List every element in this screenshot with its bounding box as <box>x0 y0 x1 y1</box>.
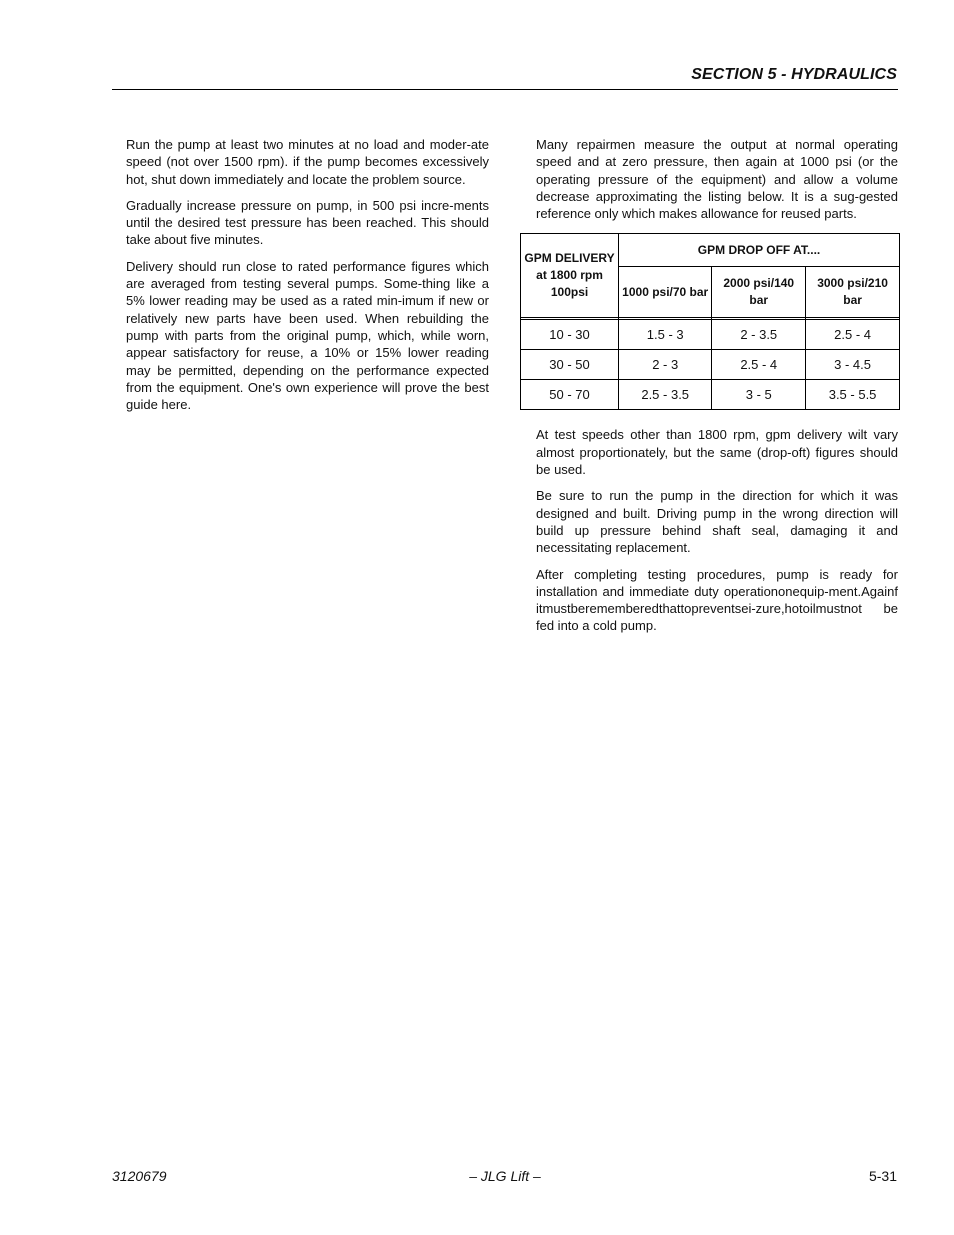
table-cell: 2 - 3 <box>619 350 712 380</box>
header-3000psi: 3000 psi/210 bar <box>806 267 900 318</box>
table-cell: 30 - 50 <box>521 350 619 380</box>
paragraph: Be sure to run the pump in the direction for which it was designed and built. Driving pump in the wrong direction will build up pressure behind shaft seal, damaging it and necessitating replacement. <box>536 488 898 556</box>
paragraph: Many repairmen measure the output at normal operating speed and at zero pressure, then again at 1000 psi (or the operating pressure of the equipment) and allow a volume decrease approximating the listing below. It is a sug-gested reference only which makes allowance for reused parts. <box>536 137 898 222</box>
header-gpm-delivery: GPM DELIVERY at 1800 rpm 100psi <box>521 234 619 318</box>
section-title: SECTION 5 - HYDRAULICS <box>691 66 897 83</box>
table-row <box>521 320 900 350</box>
left-column <box>126 136 489 422</box>
header-divider <box>112 89 898 90</box>
footer-page-number: 5-31 <box>868 1168 897 1184</box>
paragraph: Gradually increase pressure on pump, in 500 psi incre-ments until the desired test pressure has been reached. This should take about five minutes. <box>126 197 489 248</box>
gpm-drop-off-table <box>520 233 900 410</box>
table-cell: 2 - 3.5 <box>712 320 806 350</box>
footer-doc-number: 3120679 <box>112 1168 167 1184</box>
table-row <box>521 350 900 380</box>
footer-publisher: – JLG Lift – <box>469 1168 541 1184</box>
table-cell: 2.5 - 4 <box>712 350 806 380</box>
table-cell: 3.5 - 5.5 <box>806 380 900 410</box>
paragraph: Delivery should run close to rated performance figures which are averaged from testing several pumps. Some-thing like a 5% lower reading may be used as a rated min-imum if new or relatively new parts have been used. When rebuilding the pump with parts from the original pump, which, while worn, appear satisfactory for reuse, a 10% or 15% lower reading may be permitted, depending on the performance expected from the equipment. One's own experience will prove the best guide here. <box>126 258 489 413</box>
header-1000psi: 1000 psi/70 bar <box>619 267 712 318</box>
paragraph: At test speeds other than 1800 rpm, gpm delivery wilt vary almost proportionately, but the same (drop-oft) figures should be used. <box>536 427 898 478</box>
table-cell: 1.5 - 3 <box>619 320 712 350</box>
table-cell: 3 - 5 <box>712 380 806 410</box>
table-cell: 2.5 - 3.5 <box>619 380 712 410</box>
table-cell: 50 - 70 <box>521 380 619 410</box>
table-cell: 2.5 - 4 <box>806 320 900 350</box>
paragraph: After completing testing procedures, pump is ready for installation and immediate duty operationonequip-ment.Againf itmustberememberedthattopreventsei-zure,hotoilmustnot be fed into a cold pump. <box>536 566 898 634</box>
header-2000psi: 2000 psi/140 bar <box>712 267 806 318</box>
table-header-row <box>521 234 900 267</box>
header-drop-off: GPM DROP OFF AT.... <box>619 234 900 267</box>
table-cell: 10 - 30 <box>521 320 619 350</box>
paragraph: Run the pump at least two minutes at no load and moder-ate speed (not over 1500 rpm). if the pump becomes excessively hot, shut down immediately and locate the problem source. <box>126 137 489 187</box>
table-cell: 3 - 4.5 <box>806 350 900 380</box>
table-row <box>521 380 900 410</box>
right-column <box>524 136 898 644</box>
